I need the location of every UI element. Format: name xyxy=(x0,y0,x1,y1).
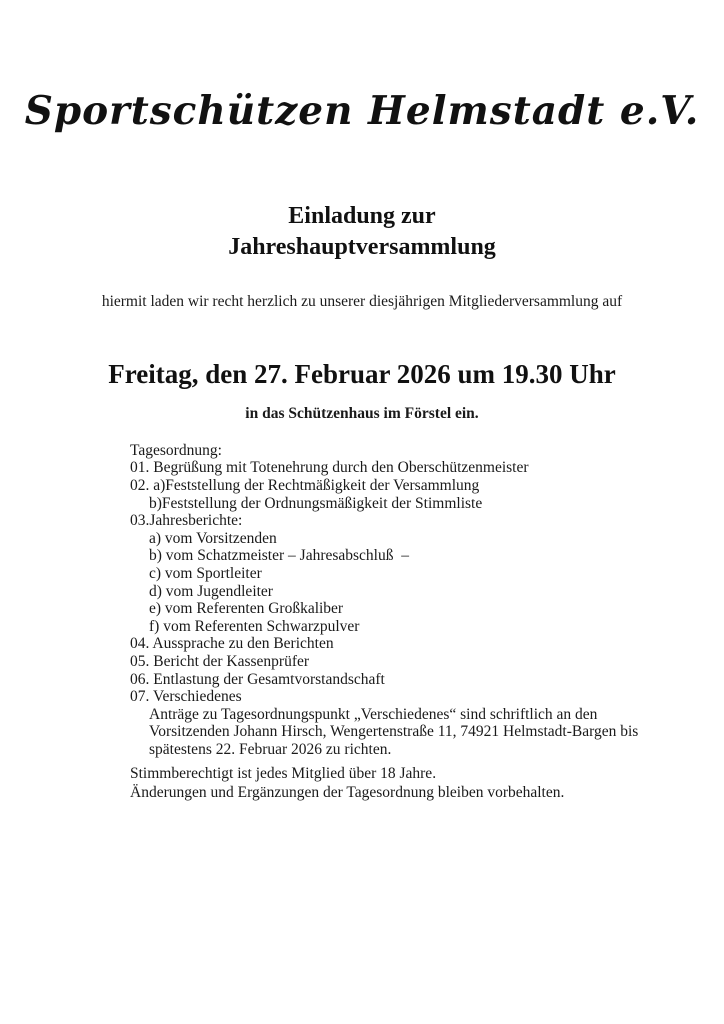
agenda-item: 07. Verschiedenes xyxy=(130,688,242,706)
agenda-item: 06. Entlastung der Gesamtvorstandschaft xyxy=(130,670,385,688)
closing-section xyxy=(130,765,724,802)
agenda-item: b) vom Schatzmeister – Jahresabschluß – xyxy=(149,547,409,565)
invitation-title xyxy=(0,201,724,263)
agenda-item: a) vom Vorsitzenden xyxy=(149,529,277,547)
date-heading: Freitag, den 27. Februar 2026 um 19.30 Uhr xyxy=(108,358,616,389)
agenda-item: b)Feststellung der Ordnungsmäßigkeit der Stimmliste xyxy=(149,494,483,512)
agenda-heading: Tagesordnung: xyxy=(130,441,222,459)
closing-line: Stimmberechtigt ist jedes Mitglied über 18 Jahre. xyxy=(130,765,437,783)
title-line-1: Einladung zur xyxy=(288,202,436,229)
agenda-item: d) vom Jugendleiter xyxy=(149,582,273,600)
agenda-item: 02. a)Feststellung der Rechtmäßigkeit der Versammlung xyxy=(130,476,480,494)
agenda-item: e) vom Referenten Großkaliber xyxy=(149,600,344,618)
closing-line: Änderungen und Ergänzungen der Tagesordnung bleiben vorbehalten. xyxy=(130,783,565,801)
title-line-2: Jahreshauptversammlung xyxy=(228,233,496,260)
agenda-item: c) vom Sportleiter xyxy=(149,564,262,582)
agenda-item: 04. Aussprache zu den Berichten xyxy=(130,635,334,653)
location-line: in das Schützenhaus im Förstel ein. xyxy=(245,404,479,422)
agenda-item: 01. Begrüßung mit Totenehrung durch den Oberschützenmeister xyxy=(130,459,529,477)
club-name-header: Sportschützen Helmstadt e.V. xyxy=(24,88,700,134)
agenda-item: 05. Bericht der Kassenprüfer xyxy=(130,652,310,670)
agenda-item: f) vom Referenten Schwarzpulver xyxy=(149,617,360,635)
agenda-item: spätestens 22. Februar 2026 zu richten. xyxy=(149,740,392,758)
intro-line: hiermit laden wir recht herzlich zu unserer diesjährigen Mitgliederversammlung auf xyxy=(101,292,623,310)
agenda-section xyxy=(130,442,664,759)
agenda-item: Anträge zu Tagesordnungspunkt „Verschiedenes“ sind schriftlich an den xyxy=(149,705,598,723)
agenda-item: Vorsitzenden Johann Hirsch, Wengertenstraße 11, 74921 Helmstadt-Bargen bis xyxy=(149,723,639,741)
agenda-list xyxy=(130,459,664,758)
agenda-item: 03.Jahresberichte: xyxy=(130,512,243,530)
